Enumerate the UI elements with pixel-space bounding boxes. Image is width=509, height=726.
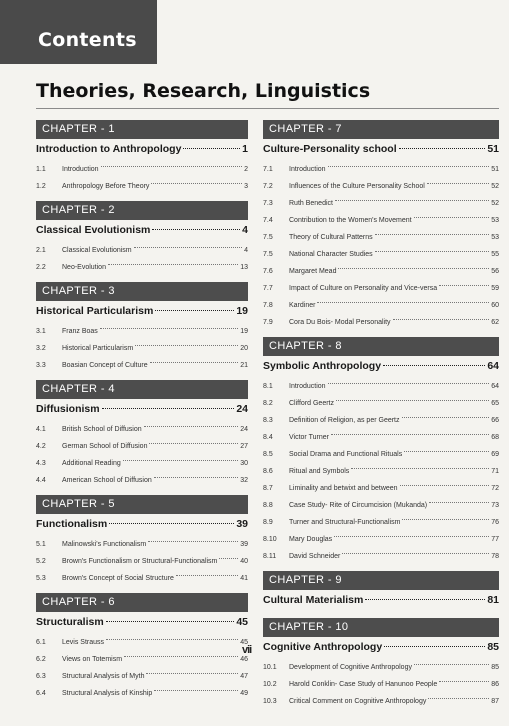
entry-page-number: 53 <box>491 217 499 224</box>
dot-leader <box>439 681 489 682</box>
toc-entry[interactable] <box>263 480 499 497</box>
dot-leader <box>402 519 489 520</box>
entry-title: Levis Strauss <box>62 639 105 646</box>
entry-number: 6.4 <box>36 690 46 697</box>
chapter-title: Structuralism <box>36 616 104 628</box>
chapter-page-number: 45 <box>236 616 248 628</box>
dot-leader <box>109 523 234 524</box>
toc-entry[interactable] <box>263 395 499 412</box>
entry-page-number: 20 <box>240 345 248 352</box>
entry-page-number: 62 <box>491 319 499 326</box>
toc-entry[interactable] <box>263 497 499 514</box>
entry-page-number: 39 <box>240 541 248 548</box>
dot-leader <box>375 234 490 235</box>
entry-page-number: 3 <box>244 183 248 190</box>
dot-leader <box>439 285 489 286</box>
entry-number: 1.2 <box>36 183 46 190</box>
chapter-title: Functionalism <box>36 518 108 530</box>
toc-entry[interactable] <box>36 685 248 702</box>
entry-title: Introduction <box>62 166 99 173</box>
dot-leader <box>334 536 489 537</box>
dot-leader <box>399 148 486 149</box>
entry-title: Historical Particularism <box>62 345 134 352</box>
dot-leader <box>134 247 242 248</box>
entry-page-number: 45 <box>240 639 248 646</box>
dot-leader <box>404 451 489 452</box>
dot-leader <box>328 166 490 167</box>
chapter-title: Classical Evolutionism <box>36 224 151 236</box>
dot-leader <box>135 345 238 346</box>
entry-title: Ritual and Symbols <box>289 468 350 475</box>
entry-page-number: 73 <box>491 502 499 509</box>
entry-page-number: 56 <box>491 268 499 275</box>
dot-leader <box>351 468 489 469</box>
toc-entry[interactable] <box>263 314 499 331</box>
entry-number: 2.2 <box>36 264 46 271</box>
dot-leader <box>331 434 489 435</box>
dot-leader <box>427 183 489 184</box>
chapter-spacer <box>263 710 499 716</box>
entry-number: 4.2 <box>36 443 46 450</box>
entry-number: 8.2 <box>263 400 273 407</box>
entry-number: 4.1 <box>36 426 46 433</box>
entry-number: 7.9 <box>263 319 273 326</box>
entry-page-number: 53 <box>491 234 499 241</box>
chapter-heading[interactable] <box>263 594 499 609</box>
toc-entry[interactable] <box>263 229 499 246</box>
toc-entry[interactable] <box>263 429 499 446</box>
entry-title: Cora Du Bois- Modal Personality <box>289 319 391 326</box>
entry-title: Brown's Functionalism or Structural-Functionalism <box>62 558 218 565</box>
entry-title: Impact of Culture on Personality and Vice-versa <box>289 285 438 292</box>
entry-page-number: 64 <box>491 383 499 390</box>
entry-number: 7.2 <box>263 183 273 190</box>
toc-column-left <box>36 120 248 708</box>
entry-page-number: 66 <box>491 417 499 424</box>
chapter-title: Cognitive Anthropology <box>263 641 383 653</box>
entry-title: Social Drama and Functional Rituals <box>289 451 403 458</box>
entry-number: 8.7 <box>263 485 273 492</box>
entry-page-number: 59 <box>491 285 499 292</box>
chapter-page-number: 39 <box>236 518 248 530</box>
entry-title: Anthropology Before Theory <box>62 183 150 190</box>
entry-number: 5.1 <box>36 541 46 548</box>
dot-leader <box>152 229 240 230</box>
entry-page-number: 60 <box>491 302 499 309</box>
entry-page-number: 19 <box>240 328 248 335</box>
entry-title: Additional Reading <box>62 460 121 467</box>
dot-leader <box>183 148 240 149</box>
dot-leader <box>154 477 238 478</box>
entry-title: German School of Diffusion <box>62 443 148 450</box>
chapter-title: Historical Particularism <box>36 305 154 317</box>
dot-leader <box>151 183 242 184</box>
entry-title: Views on Totemism <box>62 656 123 663</box>
dot-leader <box>102 408 235 409</box>
dot-leader <box>342 553 489 554</box>
chapter-heading[interactable] <box>36 518 248 533</box>
entry-number: 7.8 <box>263 302 273 309</box>
chapter-badge: CHAPTER - 8 <box>263 337 499 356</box>
dot-leader <box>108 264 238 265</box>
chapter-badge: CHAPTER - 3 <box>36 282 248 301</box>
dot-leader <box>150 362 239 363</box>
toc-entry[interactable] <box>36 259 248 276</box>
entry-page-number: 87 <box>491 698 499 705</box>
entry-title: Contribution to the Women's Movement <box>289 217 412 224</box>
chapter-badge: CHAPTER - 5 <box>36 495 248 514</box>
toc-entry[interactable] <box>263 263 499 280</box>
toc-entry[interactable] <box>263 195 499 212</box>
toc-entry[interactable] <box>263 412 499 429</box>
entry-title: Introduction <box>289 383 326 390</box>
entry-page-number: 86 <box>491 681 499 688</box>
entry-page-number: 2 <box>244 166 248 173</box>
entry-title: National Character Studies <box>289 251 373 258</box>
entry-page-number: 55 <box>491 251 499 258</box>
dot-leader <box>100 328 238 329</box>
chapter-spacer <box>36 702 248 708</box>
entry-number: 6.3 <box>36 673 46 680</box>
chapter-heading[interactable] <box>263 143 499 158</box>
entry-number: 2.1 <box>36 247 46 254</box>
entry-number: 5.2 <box>36 558 46 565</box>
entry-title: Influences of the Culture Personality School <box>289 183 425 190</box>
entry-page-number: 4 <box>244 247 248 254</box>
toc-entry[interactable] <box>263 161 499 178</box>
chapter-title: Culture-Personality school <box>263 143 397 155</box>
dot-leader <box>414 664 489 665</box>
dot-leader <box>144 426 239 427</box>
chapter-heading[interactable] <box>263 641 499 656</box>
entry-title: David Schneider <box>289 553 341 560</box>
entry-number: 7.4 <box>263 217 273 224</box>
entry-number: 8.1 <box>263 383 273 390</box>
dot-leader <box>146 673 238 674</box>
dot-leader <box>154 690 238 691</box>
entry-title: Structural Analysis of Kinship <box>62 690 153 697</box>
entry-page-number: 68 <box>491 434 499 441</box>
entry-title: Structural Analysis of Myth <box>62 673 145 680</box>
page-title: Theories, Research, Linguistics <box>36 80 371 102</box>
toc-entry[interactable] <box>263 446 499 463</box>
entry-number: 5.3 <box>36 575 46 582</box>
chapter-page-number: 64 <box>487 360 499 372</box>
entry-number: 10.2 <box>263 681 277 688</box>
chapter-title: Cultural Materialism <box>263 594 364 606</box>
toc-entry[interactable] <box>36 668 248 685</box>
entry-title: Classical Evolutionism <box>62 247 132 254</box>
entry-title: Liminality and betwixt and between <box>289 485 398 492</box>
chapter-heading[interactable] <box>36 305 248 320</box>
dot-leader <box>149 443 238 444</box>
entry-number: 7.3 <box>263 200 273 207</box>
dot-leader <box>106 639 238 640</box>
chapter-page-number: 85 <box>487 641 499 653</box>
entry-title: Critical Comment on Cognitive Anthropology <box>289 698 427 705</box>
contents-header-band <box>0 0 157 64</box>
chapter-title: Introduction to Anthropology <box>36 143 182 155</box>
entry-number: 8.10 <box>263 536 277 543</box>
dot-leader <box>393 319 490 320</box>
toc-column-right <box>263 120 499 716</box>
entry-page-number: 30 <box>240 460 248 467</box>
toc-entry[interactable] <box>36 634 248 651</box>
entry-title: Malinowski's Functionalism <box>62 541 147 548</box>
dot-leader <box>317 302 489 303</box>
entry-number: 3.3 <box>36 362 46 369</box>
chapter-badge: CHAPTER - 2 <box>36 201 248 220</box>
entry-title: Clifford Geertz <box>289 400 334 407</box>
toc-entry[interactable] <box>263 178 499 195</box>
chapter-page-number: 1 <box>242 143 248 155</box>
toc-entry[interactable] <box>36 340 248 357</box>
toc-entry[interactable] <box>36 570 248 587</box>
chapter-heading[interactable] <box>36 403 248 418</box>
chapter-page-number: 4 <box>242 224 248 236</box>
entry-title: American School of Diffusion <box>62 477 152 484</box>
chapter-page-number: 51 <box>487 143 499 155</box>
entry-title: Development of Cognitive Anthropology <box>289 664 412 671</box>
entry-title: British School of Diffusion <box>62 426 142 433</box>
entry-page-number: 27 <box>240 443 248 450</box>
toc-entry[interactable] <box>263 246 499 263</box>
toc-entry[interactable] <box>263 693 499 710</box>
chapter-heading[interactable] <box>36 143 248 158</box>
entry-number: 3.1 <box>36 328 46 335</box>
entry-page-number: 78 <box>491 553 499 560</box>
entry-number: 8.9 <box>263 519 273 526</box>
entry-page-number: 77 <box>491 536 499 543</box>
chapter-badge: CHAPTER - 6 <box>36 593 248 612</box>
toc-entry[interactable] <box>263 463 499 480</box>
entry-title: Boasian Concept of Culture <box>62 362 148 369</box>
toc-entry[interactable] <box>263 378 499 395</box>
chapter-badge: CHAPTER - 10 <box>263 618 499 637</box>
dot-leader <box>176 575 238 576</box>
entry-number: 4.4 <box>36 477 46 484</box>
entry-title: Mary Douglas <box>289 536 333 543</box>
toc-entry[interactable] <box>36 421 248 438</box>
entry-title: Kardiner <box>289 302 316 309</box>
toc-entry[interactable] <box>36 178 248 195</box>
entry-title: Ruth Benedict <box>289 200 333 207</box>
chapter-badge: CHAPTER - 7 <box>263 120 499 139</box>
chapter-heading[interactable] <box>36 224 248 239</box>
entry-number: 3.2 <box>36 345 46 352</box>
chapter-page-number: 24 <box>236 403 248 415</box>
entry-title: Introduction <box>289 166 326 173</box>
entry-title: Franz Boas <box>62 328 98 335</box>
entry-title: Case Study- Rite of Circumcision (Mukanda) <box>289 502 428 509</box>
contents-heading: Contents <box>38 29 137 51</box>
entry-number: 8.4 <box>263 434 273 441</box>
dot-leader <box>328 383 490 384</box>
entry-title: Victor Turner <box>289 434 329 441</box>
entry-page-number: 52 <box>491 200 499 207</box>
chapter-badge: CHAPTER - 1 <box>36 120 248 139</box>
toc-entry[interactable] <box>263 297 499 314</box>
entry-title: Neo-Evolution <box>62 264 106 271</box>
entry-page-number: 52 <box>491 183 499 190</box>
chapter-title: Symbolic Anthropology <box>263 360 382 372</box>
entry-number: 4.3 <box>36 460 46 467</box>
dot-leader <box>400 485 490 486</box>
dot-leader <box>365 599 485 600</box>
entry-page-number: 13 <box>240 264 248 271</box>
toc-entry[interactable] <box>263 280 499 297</box>
entry-page-number: 65 <box>491 400 499 407</box>
entry-title: Turner and Structural-Functionalism <box>289 519 401 526</box>
dot-leader <box>414 217 490 218</box>
dot-leader <box>402 417 490 418</box>
entry-page-number: 32 <box>240 477 248 484</box>
entry-title: Definition of Religion, as per Geertz <box>289 417 400 424</box>
entry-title: Margaret Mead <box>289 268 337 275</box>
entry-number: 8.8 <box>263 502 273 509</box>
chapter-heading[interactable] <box>263 360 499 375</box>
toc-entry[interactable] <box>263 212 499 229</box>
entry-page-number: 85 <box>491 664 499 671</box>
dot-leader <box>124 656 238 657</box>
toc-entry[interactable] <box>36 357 248 374</box>
entry-page-number: 76 <box>491 519 499 526</box>
entry-number: 1.1 <box>36 166 46 173</box>
toc-entry[interactable] <box>36 455 248 472</box>
dot-leader <box>383 365 485 366</box>
page-number-mark: vii <box>242 644 252 656</box>
toc-entry[interactable] <box>263 548 499 565</box>
toc-entry[interactable] <box>36 438 248 455</box>
entry-title: Brown's Concept of Social Structure <box>62 575 174 582</box>
entry-page-number: 41 <box>240 575 248 582</box>
dot-leader <box>106 621 235 622</box>
toc-entry[interactable] <box>36 242 248 259</box>
entry-number: 10.1 <box>263 664 277 671</box>
toc-entry[interactable] <box>263 676 499 693</box>
entry-page-number: 69 <box>491 451 499 458</box>
title-divider <box>36 108 499 109</box>
entry-number: 8.5 <box>263 451 273 458</box>
entry-page-number: 46 <box>240 656 248 663</box>
chapter-page-number: 19 <box>236 305 248 317</box>
entry-number: 6.1 <box>36 639 46 646</box>
toc-entry[interactable] <box>263 514 499 531</box>
dot-leader <box>336 400 489 401</box>
entry-page-number: 47 <box>240 673 248 680</box>
entry-number: 7.5 <box>263 251 273 258</box>
dot-leader <box>155 310 234 311</box>
entry-number: 7.7 <box>263 285 273 292</box>
entry-page-number: 49 <box>240 690 248 697</box>
entry-number: 7.5 <box>263 234 273 241</box>
toc-entry[interactable] <box>36 651 248 668</box>
dot-leader <box>219 558 238 559</box>
chapter-heading[interactable] <box>36 616 248 631</box>
entry-number: 7.6 <box>263 268 273 275</box>
entry-number: 6.2 <box>36 656 46 663</box>
dot-leader <box>148 541 238 542</box>
toc-entry[interactable] <box>36 161 248 178</box>
entry-number: 10.3 <box>263 698 277 705</box>
chapter-badge: CHAPTER - 9 <box>263 571 499 590</box>
dot-leader <box>101 166 243 167</box>
dot-leader <box>428 698 489 699</box>
dot-leader <box>123 460 238 461</box>
entry-title: Harold Conklin- Case Study of Hanunoo People <box>289 681 438 688</box>
chapter-page-number: 81 <box>487 594 499 606</box>
chapter-title: Diffusionism <box>36 403 100 415</box>
entry-page-number: 71 <box>491 468 499 475</box>
dot-leader <box>429 502 489 503</box>
dot-leader <box>335 200 489 201</box>
entry-page-number: 24 <box>240 426 248 433</box>
dot-leader <box>384 646 485 647</box>
entry-number: 8.6 <box>263 468 273 475</box>
toc-entry[interactable] <box>36 536 248 553</box>
toc-entry[interactable] <box>36 553 248 570</box>
entry-page-number: 21 <box>240 362 248 369</box>
entry-number: 7.1 <box>263 166 273 173</box>
entry-number: 8.11 <box>263 553 277 560</box>
dot-leader <box>375 251 490 252</box>
entry-page-number: 51 <box>491 166 499 173</box>
toc-entry[interactable] <box>263 659 499 676</box>
dot-leader <box>338 268 489 269</box>
entry-page-number: 72 <box>491 485 499 492</box>
toc-entry[interactable] <box>36 472 248 489</box>
toc-entry[interactable] <box>36 323 248 340</box>
toc-entry[interactable] <box>263 531 499 548</box>
entry-number: 8.3 <box>263 417 273 424</box>
entry-page-number: 40 <box>240 558 248 565</box>
chapter-badge: CHAPTER - 4 <box>36 380 248 399</box>
entry-title: Theory of Cultural Patterns <box>289 234 373 241</box>
